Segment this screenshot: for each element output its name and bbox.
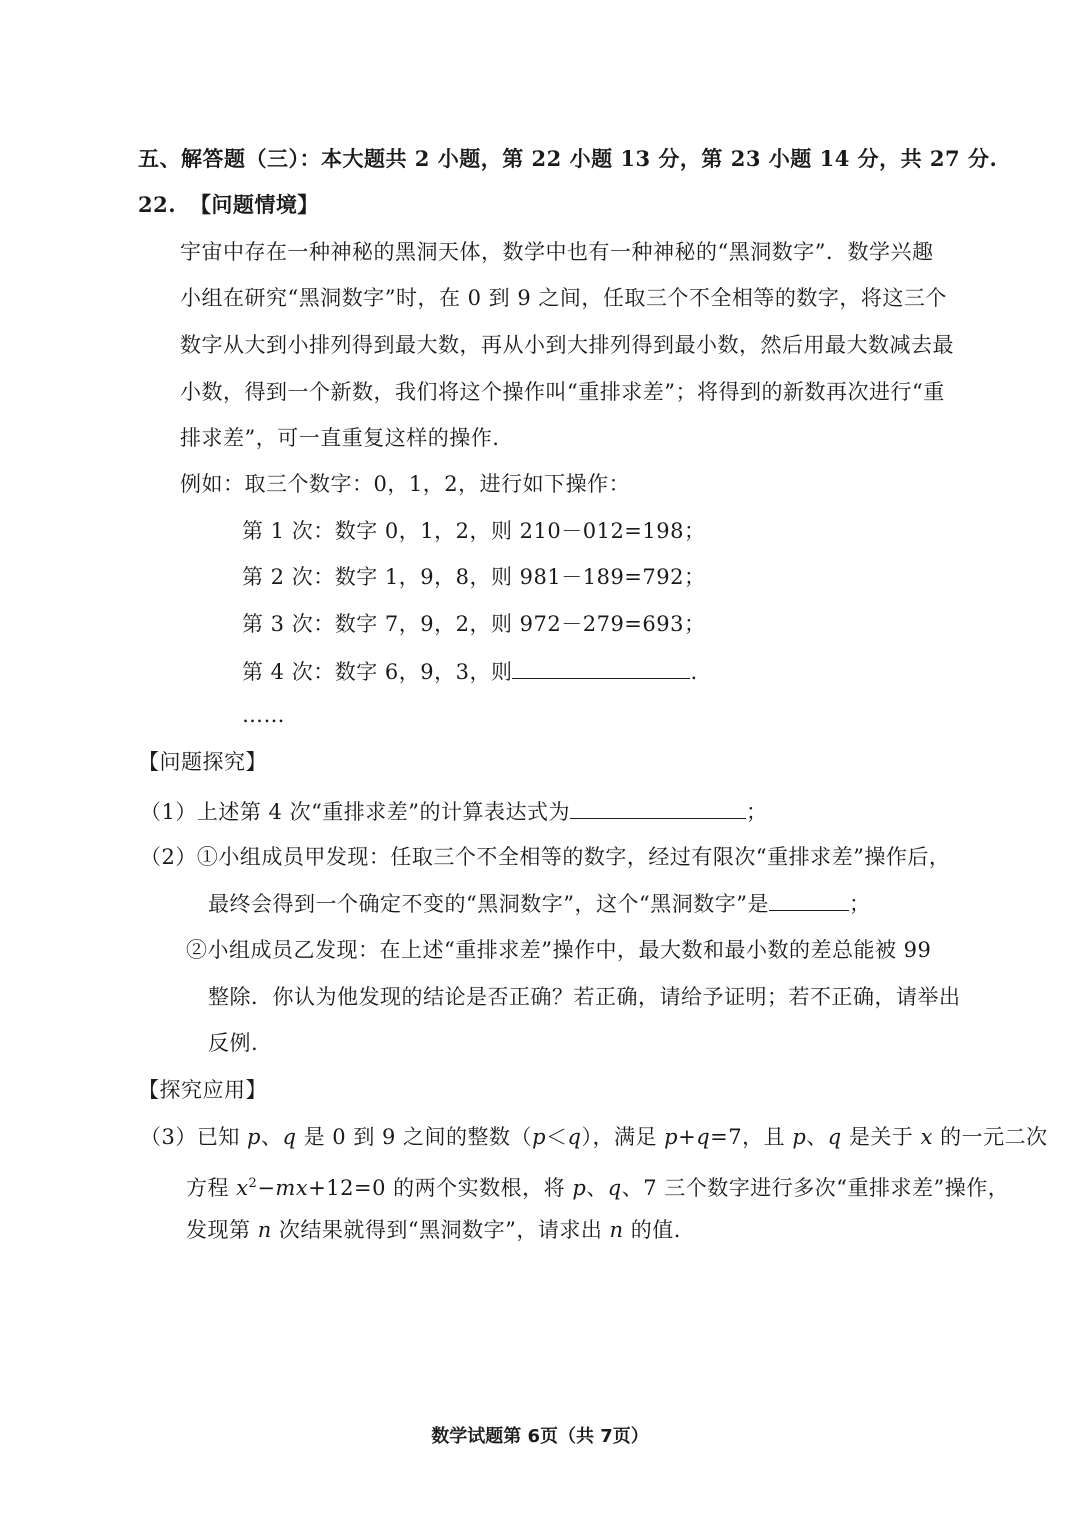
part-2b-line-1: ②小组成员乙发现：在上述“重排求差”操作中，最大数和最小数的差总能被 99 [186,938,932,962]
part-1-text: （1）上述第 4 次“重排求差”的计算表达式为 [140,800,571,824]
scenario-heading: 【问题情境】 [189,192,319,217]
explore-heading: 【问题探究】 [138,750,267,774]
var-n: n [257,1218,272,1242]
var-m: m [275,1176,296,1200]
scenario-line-3: 数字从大到小排列得到最大数，再从小到大排列得到最小数，然后用最大数减去最 [180,333,954,357]
part-3-text: 、 [586,1176,608,1200]
part-3-text: − [257,1176,276,1200]
var-q: q [696,1125,711,1149]
section-header: 五、解答题（三）：本大题共 2 小题，第 22 小题 13 分，第 23 小题 14 分，共 27 分. [138,146,998,171]
scenario-line-5: 排求差”，可一直重复这样的操作. [180,426,500,450]
page-footer: 数学试题第 6页（共 7页） [431,1426,649,1447]
scenario-line-1: 宇宙中存在一种神秘的黑洞天体，数学中也有一种神秘的“黑洞数字”．数学兴趣 [180,240,934,264]
var-x: x [920,1125,933,1149]
part-1-end: ； [746,800,768,824]
step-4 [242,656,698,687]
var-p: p [532,1125,547,1149]
step-4-end: . [690,660,698,684]
step-1: 第 1 次：数字 0，1，2，则 210－012=198； [242,519,706,543]
part-3-line-2 [186,1169,1009,1203]
var-q: q [567,1125,582,1149]
part-2b-line-2: 整除．你认为他发现的结论是否正确？若正确，请给予证明；若不正确，请举出 [208,985,961,1009]
part-3-text: =7，且 [710,1125,793,1149]
part-3-text: 发现第 [186,1218,258,1242]
part-2b-line-3: 反例. [208,1031,259,1055]
part-3-text: 次结果就得到“黑洞数字”，请求出 [271,1218,610,1242]
part-3-line-1 [140,1122,1048,1152]
part-1-answer-blank[interactable] [570,796,746,819]
part-3-text: 的一元二次 [932,1125,1048,1149]
question-number-and-heading [138,190,319,220]
var-q: q [282,1125,297,1149]
part-3-text: 的值. [623,1218,681,1242]
part-3-text: 、 [261,1125,283,1149]
var-q: q [607,1176,622,1200]
part-2a-end: ； [848,892,871,916]
var-q: q [827,1125,842,1149]
part-3-text: 、 [806,1125,828,1149]
var-p: p [664,1125,679,1149]
part-3-text: （3）已知 [140,1125,248,1149]
var-p: p [572,1176,587,1200]
var-p: p [792,1125,807,1149]
part-3-text: +12=0 的两个实数根，将 [308,1176,573,1200]
var-x: x [236,1176,249,1200]
scenario-line-4: 小数，得到一个新数，我们将这个操作叫“重排求差”；将得到的新数再次进行“重 [180,380,945,404]
part-1 [140,796,768,827]
part-3-text: 是关于 [841,1125,921,1149]
question-number: 22. [138,192,177,217]
var-p: p [247,1125,261,1149]
part-3-text: + [678,1125,697,1149]
part-2a-line-2 [208,888,870,919]
scenario-line-2: 小组在研究“黑洞数字”时，在 0 到 9 之间，任取三个不全相等的数字，将这三个 [180,286,947,310]
part-3-text: 、7 三个数字进行多次“重排求差”操作， [621,1176,1010,1200]
part-3-text: 是 0 到 9 之间的整数（ [296,1125,533,1149]
step-4-text: 第 4 次：数字 6，9，3，则 [242,660,513,684]
step-3: 第 3 次：数字 7，9，2，则 972－279=693； [242,612,706,636]
var-x: x [295,1176,309,1200]
exponent: 2 [248,1176,258,1191]
step-4-answer-blank[interactable] [512,656,690,679]
part-3-line-3 [186,1215,681,1245]
part-2a-answer-blank[interactable] [769,888,849,911]
step-2: 第 2 次：数字 1，9，8，则 981－189=792； [242,565,706,589]
part-3-text: ），满足 [581,1125,665,1149]
var-n: n [609,1218,624,1242]
part-2a-text: 最终会得到一个确定不变的“黑洞数字”，这个“黑洞数字”是 [208,892,769,916]
part-3-text: ＜ [546,1125,568,1149]
part-2a-line-1: （2）①小组成员甲发现：任取三个不全相等的数字，经过有限次“重排求差”操作后， [140,845,951,869]
apply-heading: 【探究应用】 [138,1078,267,1102]
ellipsis: …… [242,703,285,727]
part-3-text: 方程 [186,1176,237,1200]
example-intro: 例如：取三个数字：0，1，2，进行如下操作： [180,472,631,496]
